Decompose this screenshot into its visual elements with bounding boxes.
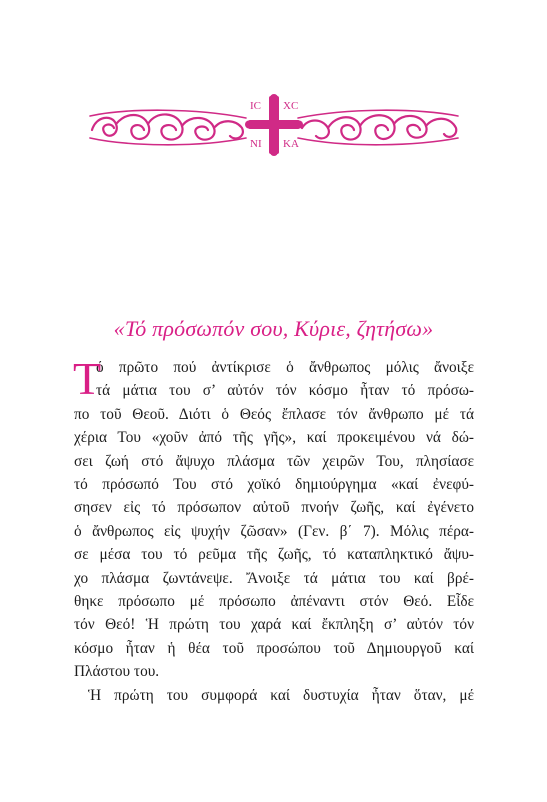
- text-line: τά μάτια του σ’ αὐτόν τόν κόσμο ἦταν τό πρόσω-: [96, 382, 474, 400]
- scroll-right-1: [302, 121, 329, 139]
- scroll-left-5: [214, 121, 243, 138]
- scroll-left-3: [148, 114, 183, 139]
- ornament-letter-xc: XC: [283, 100, 299, 112]
- scroll-left-1: [92, 118, 117, 136]
- text-line: ὁ ἄνθρωπος εἰς ψυχήν ζῶσαν» (Γεν. β΄ 7). Μόλις πέρα-: [74, 522, 474, 540]
- paragraph-1: [73, 353, 474, 684]
- ornament-letter-ni: NI: [250, 138, 262, 150]
- scroll-right-3: [360, 115, 395, 139]
- text-line: κόσμο ἦταν ἡ θέα τοῦ προσώπου τοῦ Δημιουργοῦ καί: [74, 639, 474, 657]
- ornament-letter-ka: KA: [283, 138, 299, 150]
- text-line: τόν Θεό! Ἡ πρώτη του χαρά καί ἔκπληξη σ’ αὐτόν τόν: [74, 616, 474, 634]
- scroll-left-2: [116, 115, 149, 139]
- paragraph-2: [74, 684, 474, 707]
- chapter-heading: «Τό πρόσωπόν σου, Κύριε, ζητήσω»: [113, 316, 434, 341]
- scroll-left-4: [182, 118, 215, 140]
- text-line: ό πρῶτο πού ἀντίκρισε ὁ ἄνθρωπος μόλις ἄνοιξε: [96, 359, 474, 376]
- scroll-right-4: [394, 116, 427, 138]
- text-line: Ἡ πρώτη του συμφορά καί δυστυχία ἦταν ὅταν, μέ: [88, 686, 474, 704]
- body-text: [73, 353, 474, 707]
- decorative-ornament-banner: [86, 94, 462, 156]
- scroll-right-5: [426, 119, 456, 137]
- text-line: σε μέσα του τό ρεῦμα τῆς ζωῆς, τό καταπληκτικό ἄψυ-: [74, 546, 474, 564]
- text-line: σησεν εἰς τό πρόσωπον αὐτοῦ πνοήν ζωῆς, καί ἐγένετο: [74, 499, 474, 517]
- text-line: Πλάστου του.: [74, 663, 160, 681]
- text-line: τό πρόσωπό Του στό χοϊκό δημιούργημα «καί ἐνεφύ-: [74, 476, 474, 494]
- ornament-letter-ic: IC: [250, 100, 261, 112]
- scroll-right-2: [328, 117, 361, 139]
- text-line: χο πλάσμα ζωντάνεψε. Ἄνοιξε τά μάτια του καί βρέ-: [74, 569, 474, 587]
- text-line: θηκε πρόσωπο μέ πρόσωπο ἀπέναντι στόν Θεό. Εἶδε: [74, 593, 474, 611]
- text-line: σει ζωή στό ἄψυχο πλάσμα τῶν χειρῶν Του, πλησίασε: [74, 452, 474, 470]
- drop-cap: Τ: [73, 353, 102, 404]
- text-line: πο τοῦ Θεοῦ. Διότι ὁ Θεός ἔπλασε τόν ἄνθρωπο μέ τά: [74, 405, 474, 423]
- ornament-svg: [86, 94, 462, 156]
- scroll-right-top: [298, 110, 458, 118]
- text-line: χέρια Του «χοῦν ἀπό τῆς γῆς», καί προκειμένου νά δώ-: [74, 429, 474, 447]
